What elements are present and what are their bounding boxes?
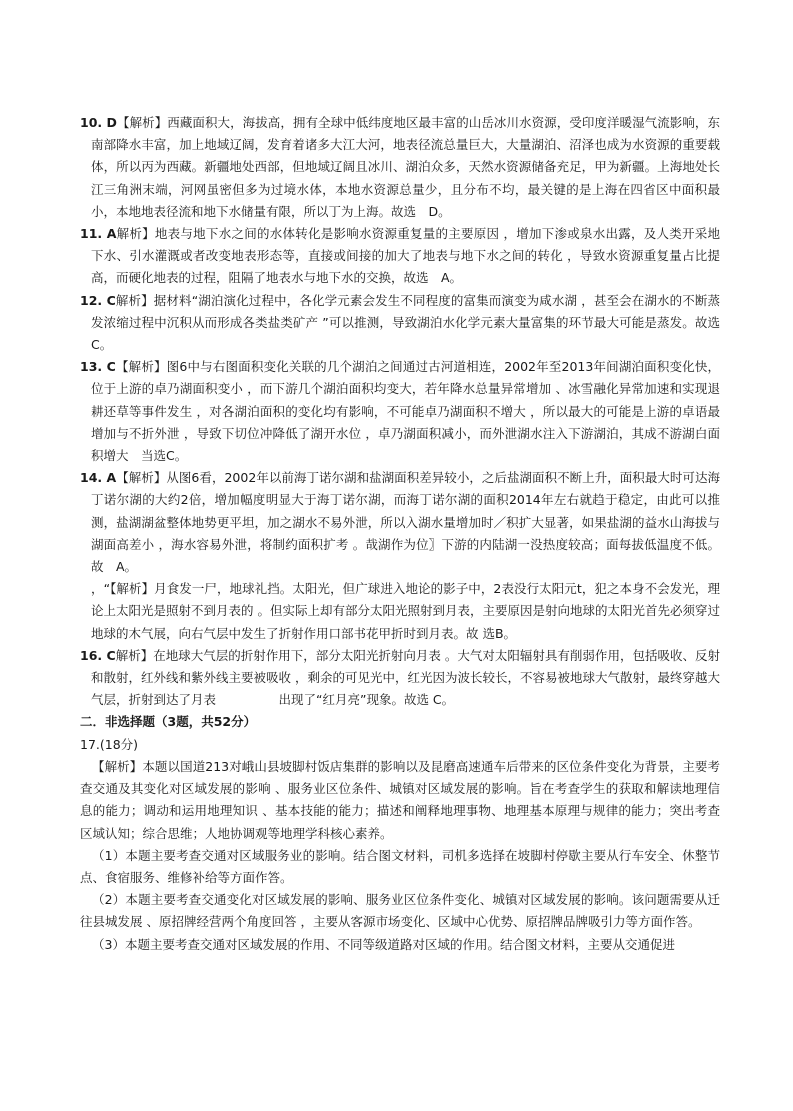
answer-12-number: 12. C (80, 292, 116, 308)
question-17-intro: 【解析】本题以国道213对峨山县坡脚村饭店集群的影响以及昆磨高速通车后带来的区位条件变化为背景，主要考查交通及其变化对区域发展的影响 、服务业区位条件、城镇对区域发展的影响。旨在考查学生的获取和解读地理信息的能力；调动和运用地理知识 、基本技能的能力；描述和阐释地理事物、地理基本原理与规律的能力；突出考查区域认知；综合思维；人地协调观等地理学科核心素养。 (80, 758, 720, 841)
answer-15-number: ， (91, 581, 104, 597)
answer-16 (80, 645, 720, 712)
answer-11 (80, 223, 720, 290)
answer-13-number: 13. C (80, 359, 116, 375)
answer-12 (80, 290, 720, 357)
answer-11-text: 解析】地表与地下水之间的水体转化是影响水资源重复量的主要原因 ，增加下渗或泉水出露，及人类开采地下水、引水灌溉或者改变地表形态等，直接或间接的加大了地表与地下水之间的转化 ，导致水资源重复量占比提高，而硬化地表的过程，阻隔了地表水与地下水的交换，故选 A。 (91, 226, 720, 286)
answer-14 (80, 467, 720, 578)
answer-16-number: 16. C (80, 647, 116, 663)
answer-12-text: 解析】据材料“湖泊演化过程中，各化学元素会发生不同程度的富集而演变为咸水湖 ，甚至会在湖水的不断蒸发浓缩过程中沉积从而形成各类盐类矿产 ”可以推测，导致湖泊水化学元素大量富集的环节最大可能是蒸发。故选 C。 (91, 292, 720, 353)
question-17-part-2: （2）本题主要考查交通变化对区域发展的影响、服务业区位条件变化、城镇对区域发展的影响。该问题需要从迁往县城发展 、原招牌经营两个角度回答 ，主要从客源市场变化、区域中心优势、原招牌品牌吸引力等方面作答。 (80, 892, 720, 930)
answer-15 (80, 578, 720, 645)
question-17-part-3: （3）本题主要考查交通对区域发展的作用、不同等级道路对区域的作用。结合图文材料，主要从交通促进 (92, 936, 675, 952)
question-17-header: 17.(18分) (80, 736, 139, 752)
answer-14-number: 14. A (80, 470, 117, 486)
answer-16-text: 解析】在地球大气层的折射作用下，部分太阳光折射向月表 。大气对太阳辐射具有削弱作用，包括吸收、反射和散射，红外线和紫外线主要被吸收 ，剩余的可见光中，红光因为波长较长，不容易被地球大气散射，最终穿越大气层，折射到达了月表 出现了“红月亮”现象。故选 C。 (91, 647, 720, 708)
answer-10-text: 【解析】西藏面积大，海拔高，拥有全球中低纬度地区最丰富的山岳冰川水资源，受印度洋暖湿气流影响，东南部降水丰富，加上地域辽阔，发育着诸多大江大河，地表径流总量巨大，大量湖泊、沼泽也成为水资源的重要载体，所以丙为西藏。新疆地处西部，但地域辽阔且冰川、湖泊众多，天然水资源储备充足，甲为新疆。上海地处长江三角洲末端，河网虽密但多为过境水体，本地水资源总量少，且分布不均，最关键的是上海在四省区中面积最小，本地地表径流和地下水储量有限，所以丁为上海。故选 D。 (91, 115, 720, 219)
answer-13 (80, 356, 720, 467)
answer-13-text: 【解析】图6中与右图面积变化关联的几个湖泊之间通过古河道相连，2002年至2013年间湖泊面积变化快，位于上游的卓乃湖面积变小 ，而下游几个湖泊面积均变大，若年降水总量异常增加 、冰雪融化异常加速和实现退耕还草等事件发生 ，对各湖泊面积的变化均有影响，不可能卓乃湖面积不增大 ，所以最大的可能是上游的卓语最增加与不折外泄 ，导致下切位冲降低了湖开水位 ，卓乃湖面积减小，而外泄湖水注入下游湖泊，其成不游湖白面积增大 当选C。 (91, 359, 721, 464)
answer-15-text: “【解析】月食发一尸，地球礼挡。太阳光，但广球进入地论的影子中，2表没行太阳元t，犯之本身不会发光，理论上太阳光是照射不到月表的 。但实际上却有部分太阳光照射到月表，主要原因是射向地球的太阳光首先必须穿过地球的木气展，向右气层中发生了折射作用口部书花甲折时到月表。故 选B。 (91, 581, 720, 641)
answer-10-number: 10. D (80, 115, 117, 130)
answer-11-number: 11. A (80, 226, 117, 242)
document-page (80, 112, 720, 956)
answer-10 (80, 112, 720, 223)
answer-14-text: 【解析】从图6看，2002年以前海丁诺尔湖和盐湖面积差异较小，之后盐湖面积不断上升，面积最大时可达海丁诺尔湖的大约2倍，增加幅度明显大于海丁诺尔湖，而海丁诺尔湖的面积2014年左右就趋于稳定，由此可以推测，盐湖湖盆整体地势更平坦，加之湖水不易外泄，所以入湖水量增加时／积扩大显著，如果盐湖的益水山海拔与湖面高差小 ，海水容易外泄，将制约面积扩考 。哉湖作为位〗下游的内陆湖一没热度较高；面每拔低温度不低。故 A。 (91, 470, 720, 575)
section-heading: 二．非选择题（3题，共52分） (80, 714, 257, 730)
question-17-part-1: （1）本题主要考查交通对区域服务业的影响。结合图文材料，司机多选择在坡脚村停歇主要从行车安全、休整节点、食宿服务、维修补给等方面作答。 (80, 847, 720, 885)
